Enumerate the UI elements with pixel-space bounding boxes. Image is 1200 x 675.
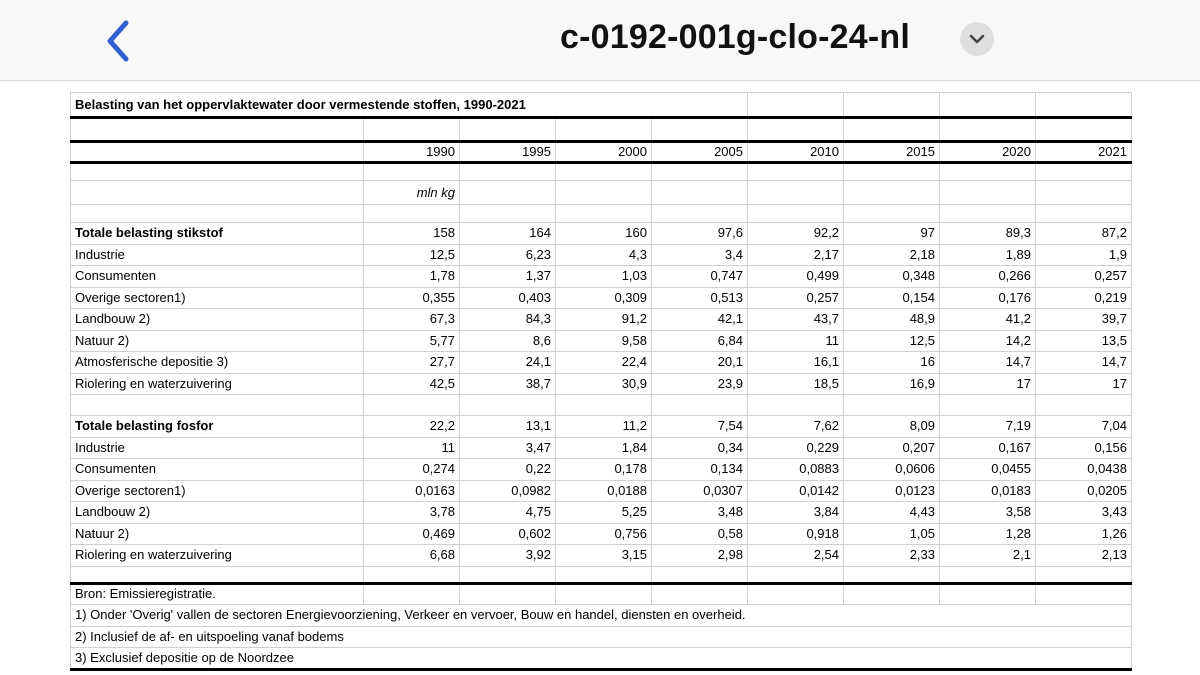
value-cell[interactable]: 6,68	[364, 545, 460, 567]
value-cell[interactable]: 16	[844, 352, 940, 374]
value-cell[interactable]: 30,9	[556, 373, 652, 395]
row-label[interactable]: Landbouw 2)	[71, 502, 364, 524]
value-cell[interactable]: 16,9	[844, 373, 940, 395]
value-cell[interactable]: 1,9	[1036, 244, 1132, 266]
note-row	[71, 626, 1132, 648]
row-label[interactable]: Industrie	[71, 437, 364, 459]
table-cell[interactable]	[940, 583, 1036, 605]
row-label[interactable]: Natuur 2)	[71, 523, 364, 545]
value-cell[interactable]: 48,9	[844, 309, 940, 331]
value-cell[interactable]: 7,04	[1036, 416, 1132, 438]
table-cell[interactable]	[940, 181, 1036, 205]
value-cell[interactable]: 3,58	[940, 502, 1036, 524]
table-cell[interactable]	[460, 118, 556, 142]
value-cell[interactable]: 43,7	[748, 309, 844, 331]
table-cell[interactable]	[364, 395, 460, 416]
chevron-left-icon[interactable]	[104, 19, 132, 63]
table-cell[interactable]	[748, 118, 844, 142]
table-cell[interactable]	[748, 566, 844, 583]
value-cell[interactable]: 0,176	[940, 287, 1036, 309]
document-title: c-0192-001g-clo-24-nl	[560, 18, 911, 56]
row-label[interactable]: Overige sectoren1)	[71, 480, 364, 502]
table-cell[interactable]	[748, 181, 844, 205]
value-cell[interactable]: 0,0438	[1036, 459, 1132, 481]
value-cell[interactable]: 0,134	[652, 459, 748, 481]
value-cell[interactable]: 18,5	[748, 373, 844, 395]
table-row	[71, 163, 1132, 181]
value-cell[interactable]: 12,5	[844, 330, 940, 352]
table-cell[interactable]	[844, 205, 940, 223]
table-cell[interactable]	[1036, 163, 1132, 181]
value-cell[interactable]: 24,1	[460, 352, 556, 374]
data-row	[71, 480, 1132, 502]
row-label[interactable]: Totale belasting stikstof	[71, 223, 364, 245]
data-row	[71, 502, 1132, 524]
value-cell[interactable]: 8,6	[460, 330, 556, 352]
value-cell[interactable]: 160	[556, 223, 652, 245]
value-cell[interactable]: 0,156	[1036, 437, 1132, 459]
data-row	[71, 287, 1132, 309]
table-cell[interactable]	[460, 395, 556, 416]
value-cell[interactable]: 84,3	[460, 309, 556, 331]
table-cell[interactable]	[71, 118, 364, 142]
table-cell[interactable]	[460, 163, 556, 181]
value-cell[interactable]: 41,2	[940, 309, 1036, 331]
value-cell[interactable]: 0,0883	[748, 459, 844, 481]
table-cell[interactable]	[748, 205, 844, 223]
table-cell[interactable]	[1036, 583, 1132, 605]
value-cell[interactable]: 23,9	[652, 373, 748, 395]
table-cell[interactable]	[652, 566, 748, 583]
value-cell[interactable]: 17	[940, 373, 1036, 395]
value-cell[interactable]: 11	[364, 437, 460, 459]
value-cell[interactable]: 0,207	[844, 437, 940, 459]
table-cell[interactable]	[1036, 118, 1132, 142]
value-cell[interactable]: 164	[460, 223, 556, 245]
value-cell[interactable]: 16,1	[748, 352, 844, 374]
table-cell[interactable]	[556, 583, 652, 605]
value-cell[interactable]: 0,469	[364, 523, 460, 545]
table-cell[interactable]	[71, 205, 364, 223]
table-cell[interactable]	[748, 163, 844, 181]
value-cell[interactable]: 3,48	[652, 502, 748, 524]
value-cell[interactable]: 27,7	[364, 352, 460, 374]
value-cell[interactable]: 0,747	[652, 266, 748, 288]
table-cell[interactable]	[652, 395, 748, 416]
row-label[interactable]: Atmosferische depositie 3)	[71, 352, 364, 374]
value-cell[interactable]: 0,0455	[940, 459, 1036, 481]
data-row	[71, 309, 1132, 331]
value-cell[interactable]: 17	[1036, 373, 1132, 395]
year-header-cell[interactable]: 2021	[1036, 142, 1132, 163]
data-row	[71, 523, 1132, 545]
value-cell[interactable]: 3,84	[748, 502, 844, 524]
value-cell[interactable]: 2,13	[1036, 545, 1132, 567]
table-cell[interactable]	[940, 205, 1036, 223]
value-cell[interactable]: 3,47	[460, 437, 556, 459]
value-cell[interactable]: 0,0307	[652, 480, 748, 502]
data-row	[71, 244, 1132, 266]
table-cell[interactable]	[556, 181, 652, 205]
row-label[interactable]: Overige sectoren1)	[71, 287, 364, 309]
table-cell[interactable]	[748, 93, 844, 118]
value-cell[interactable]: 20,1	[652, 352, 748, 374]
table-cell[interactable]	[556, 118, 652, 142]
row-label[interactable]: Consumenten	[71, 266, 364, 288]
value-cell[interactable]: 0,154	[844, 287, 940, 309]
value-cell[interactable]: 0,309	[556, 287, 652, 309]
data-row	[71, 330, 1132, 352]
table-cell[interactable]	[460, 181, 556, 205]
value-cell[interactable]: 0,257	[748, 287, 844, 309]
value-cell[interactable]: 11,2	[556, 416, 652, 438]
year-header-cell[interactable]: 2015	[844, 142, 940, 163]
table-cell[interactable]	[652, 583, 748, 605]
table-cell[interactable]	[1036, 566, 1132, 583]
data-row	[71, 545, 1132, 567]
value-cell[interactable]: 0,229	[748, 437, 844, 459]
footnote[interactable]: Bron: Emissieregistratie.	[71, 583, 364, 605]
value-cell[interactable]: 8,09	[844, 416, 940, 438]
spreadsheet-view[interactable]	[70, 92, 1132, 671]
note-row	[71, 605, 1132, 627]
table-cell[interactable]	[844, 566, 940, 583]
value-cell[interactable]: 2,18	[844, 244, 940, 266]
value-cell[interactable]: 4,75	[460, 502, 556, 524]
table-cell[interactable]	[652, 118, 748, 142]
value-cell[interactable]: 1,89	[940, 244, 1036, 266]
value-cell[interactable]: 6,84	[652, 330, 748, 352]
value-cell[interactable]: 6,23	[460, 244, 556, 266]
value-cell[interactable]: 42,5	[364, 373, 460, 395]
value-cell[interactable]: 3,15	[556, 545, 652, 567]
year-header-cell[interactable]: 2000	[556, 142, 652, 163]
table-cell[interactable]	[460, 205, 556, 223]
value-cell[interactable]: 3,4	[652, 244, 748, 266]
value-cell[interactable]: 12,5	[364, 244, 460, 266]
data-row	[71, 416, 1132, 438]
value-cell[interactable]: 11	[748, 330, 844, 352]
table-cell[interactable]	[364, 205, 460, 223]
table-cell[interactable]	[460, 566, 556, 583]
value-cell[interactable]: 3,92	[460, 545, 556, 567]
value-cell[interactable]: 1,28	[940, 523, 1036, 545]
value-cell[interactable]: 14,7	[940, 352, 1036, 374]
year-header-cell[interactable]: 2005	[652, 142, 748, 163]
table-cell[interactable]	[940, 163, 1036, 181]
value-cell[interactable]: 0,0163	[364, 480, 460, 502]
value-cell[interactable]: 0,403	[460, 287, 556, 309]
table-cell[interactable]	[460, 583, 556, 605]
value-cell[interactable]: 2,17	[748, 244, 844, 266]
data-row	[71, 373, 1132, 395]
table-row	[71, 566, 1132, 583]
table-cell[interactable]	[556, 566, 652, 583]
footnote[interactable]: 1) Onder 'Overig' vallen de sectoren Energievoorziening, Verkeer en vervoer, Bouw en handel, diensten en overheid.	[71, 605, 1132, 627]
footnote[interactable]: 3) Exclusief depositie op de Noordzee	[71, 648, 1132, 670]
note-row	[71, 648, 1132, 670]
footnote[interactable]: 2) Inclusief de af- en uitspoeling vanaf bodems	[71, 626, 1132, 648]
value-cell[interactable]: 22,4	[556, 352, 652, 374]
row-label[interactable]: Riolering en waterzuivering	[71, 373, 364, 395]
value-cell[interactable]: 0,918	[748, 523, 844, 545]
year-header-cell[interactable]: 1995	[460, 142, 556, 163]
table-cell[interactable]	[364, 118, 460, 142]
value-cell[interactable]: 158	[364, 223, 460, 245]
value-cell[interactable]: 0,0188	[556, 480, 652, 502]
value-cell[interactable]: 7,62	[748, 416, 844, 438]
value-cell[interactable]: 67,3	[364, 309, 460, 331]
row-label[interactable]: Riolering en waterzuivering	[71, 545, 364, 567]
value-cell[interactable]: 5,25	[556, 502, 652, 524]
title-menu-button[interactable]	[960, 22, 994, 56]
value-cell[interactable]: 97,6	[652, 223, 748, 245]
data-row	[71, 437, 1132, 459]
value-cell[interactable]: 0,257	[1036, 266, 1132, 288]
table-cell[interactable]	[844, 395, 940, 416]
table-cell[interactable]	[364, 163, 460, 181]
table-cell[interactable]	[556, 395, 652, 416]
value-cell[interactable]: 38,7	[460, 373, 556, 395]
table-cell[interactable]	[1036, 205, 1132, 223]
value-cell[interactable]: 2,54	[748, 545, 844, 567]
table-cell[interactable]	[71, 181, 364, 205]
value-cell[interactable]: 1,05	[844, 523, 940, 545]
value-cell[interactable]: 3,43	[1036, 502, 1132, 524]
value-cell[interactable]: 0,0606	[844, 459, 940, 481]
value-cell[interactable]: 0,266	[940, 266, 1036, 288]
value-cell[interactable]: 89,3	[940, 223, 1036, 245]
value-cell[interactable]: 1,78	[364, 266, 460, 288]
table-cell[interactable]	[652, 205, 748, 223]
table-cell[interactable]	[844, 163, 940, 181]
data-row	[71, 459, 1132, 481]
table-cell[interactable]	[652, 181, 748, 205]
value-cell[interactable]: 0,34	[652, 437, 748, 459]
table-cell[interactable]	[748, 583, 844, 605]
value-cell[interactable]: 0,499	[748, 266, 844, 288]
value-cell[interactable]: 87,2	[1036, 223, 1132, 245]
value-cell[interactable]: 0,0142	[748, 480, 844, 502]
row-label[interactable]: Landbouw 2)	[71, 309, 364, 331]
value-cell[interactable]: 0,0183	[940, 480, 1036, 502]
table-title-row	[71, 93, 1132, 118]
value-cell[interactable]: 0,274	[364, 459, 460, 481]
value-cell[interactable]: 1,84	[556, 437, 652, 459]
value-cell[interactable]: 0,167	[940, 437, 1036, 459]
value-cell[interactable]: 0,178	[556, 459, 652, 481]
table-cell[interactable]	[71, 142, 364, 163]
table-row	[71, 395, 1132, 416]
year-header-cell[interactable]: 2020	[940, 142, 1036, 163]
table-cell[interactable]	[71, 566, 364, 583]
value-cell[interactable]: 91,2	[556, 309, 652, 331]
table-cell[interactable]	[364, 583, 460, 605]
value-cell[interactable]: 14,2	[940, 330, 1036, 352]
value-cell[interactable]: 42,1	[652, 309, 748, 331]
row-label[interactable]: Natuur 2)	[71, 330, 364, 352]
value-cell[interactable]: 0,0982	[460, 480, 556, 502]
table-cell[interactable]	[940, 93, 1036, 118]
year-header-cell[interactable]: 2010	[748, 142, 844, 163]
value-cell[interactable]: 92,2	[748, 223, 844, 245]
value-cell[interactable]: 0,219	[1036, 287, 1132, 309]
value-cell[interactable]: 5,77	[364, 330, 460, 352]
value-cell[interactable]: 39,7	[1036, 309, 1132, 331]
value-cell[interactable]: 7,54	[652, 416, 748, 438]
table-cell[interactable]	[652, 163, 748, 181]
table-cell[interactable]	[364, 566, 460, 583]
value-cell[interactable]: 3,78	[364, 502, 460, 524]
value-cell[interactable]: 7,19	[940, 416, 1036, 438]
value-cell[interactable]: 1,03	[556, 266, 652, 288]
unit-label[interactable]: mln kg	[364, 181, 460, 205]
value-cell[interactable]: 2,98	[652, 545, 748, 567]
value-cell[interactable]: 0,58	[652, 523, 748, 545]
value-cell[interactable]: 14,7	[1036, 352, 1132, 374]
table-cell[interactable]	[940, 395, 1036, 416]
table-cell[interactable]	[748, 395, 844, 416]
chevron-down-icon	[969, 32, 985, 46]
table-cell[interactable]	[556, 163, 652, 181]
table-cell[interactable]	[1036, 93, 1132, 118]
table-cell[interactable]	[844, 583, 940, 605]
table-title[interactable]: Belasting van het oppervlaktewater door vermestende stoffen, 1990-2021	[71, 93, 748, 118]
table-cell[interactable]	[1036, 181, 1132, 205]
value-cell[interactable]: 97	[844, 223, 940, 245]
table-cell[interactable]	[71, 163, 364, 181]
table-cell[interactable]	[71, 395, 364, 416]
value-cell[interactable]: 0,22	[460, 459, 556, 481]
value-cell[interactable]: 4,3	[556, 244, 652, 266]
top-navigation-bar	[0, 0, 1200, 81]
value-cell[interactable]: 1,26	[1036, 523, 1132, 545]
row-label[interactable]: Consumenten	[71, 459, 364, 481]
value-cell[interactable]: 4,43	[844, 502, 940, 524]
value-cell[interactable]: 0,348	[844, 266, 940, 288]
data-row	[71, 352, 1132, 374]
value-cell[interactable]: 9,58	[556, 330, 652, 352]
table-cell[interactable]	[844, 181, 940, 205]
note-row	[71, 583, 1132, 605]
table-cell[interactable]	[940, 118, 1036, 142]
table-cell[interactable]	[844, 93, 940, 118]
value-cell[interactable]: 13,5	[1036, 330, 1132, 352]
table-row	[71, 205, 1132, 223]
value-cell[interactable]: 0,0205	[1036, 480, 1132, 502]
value-cell[interactable]: 0,756	[556, 523, 652, 545]
value-cell[interactable]: 2,1	[940, 545, 1036, 567]
value-cell[interactable]: 0,513	[652, 287, 748, 309]
year-header-cell[interactable]: 1990	[364, 142, 460, 163]
data-table	[70, 92, 1132, 671]
value-cell[interactable]: 22,2	[364, 416, 460, 438]
data-row	[71, 266, 1132, 288]
year-header-row	[71, 142, 1132, 163]
value-cell[interactable]: 1,37	[460, 266, 556, 288]
table-cell[interactable]	[844, 118, 940, 142]
table-cell[interactable]	[940, 566, 1036, 583]
value-cell[interactable]: 0,602	[460, 523, 556, 545]
value-cell[interactable]: 0,355	[364, 287, 460, 309]
data-row	[71, 223, 1132, 245]
table-cell[interactable]	[1036, 395, 1132, 416]
value-cell[interactable]: 13,1	[460, 416, 556, 438]
value-cell[interactable]: 2,33	[844, 545, 940, 567]
spacer-row	[71, 118, 1132, 142]
value-cell[interactable]: 0,0123	[844, 480, 940, 502]
row-label[interactable]: Totale belasting fosfor	[71, 416, 364, 438]
unit-row	[71, 181, 1132, 205]
table-cell[interactable]	[556, 205, 652, 223]
row-label[interactable]: Industrie	[71, 244, 364, 266]
